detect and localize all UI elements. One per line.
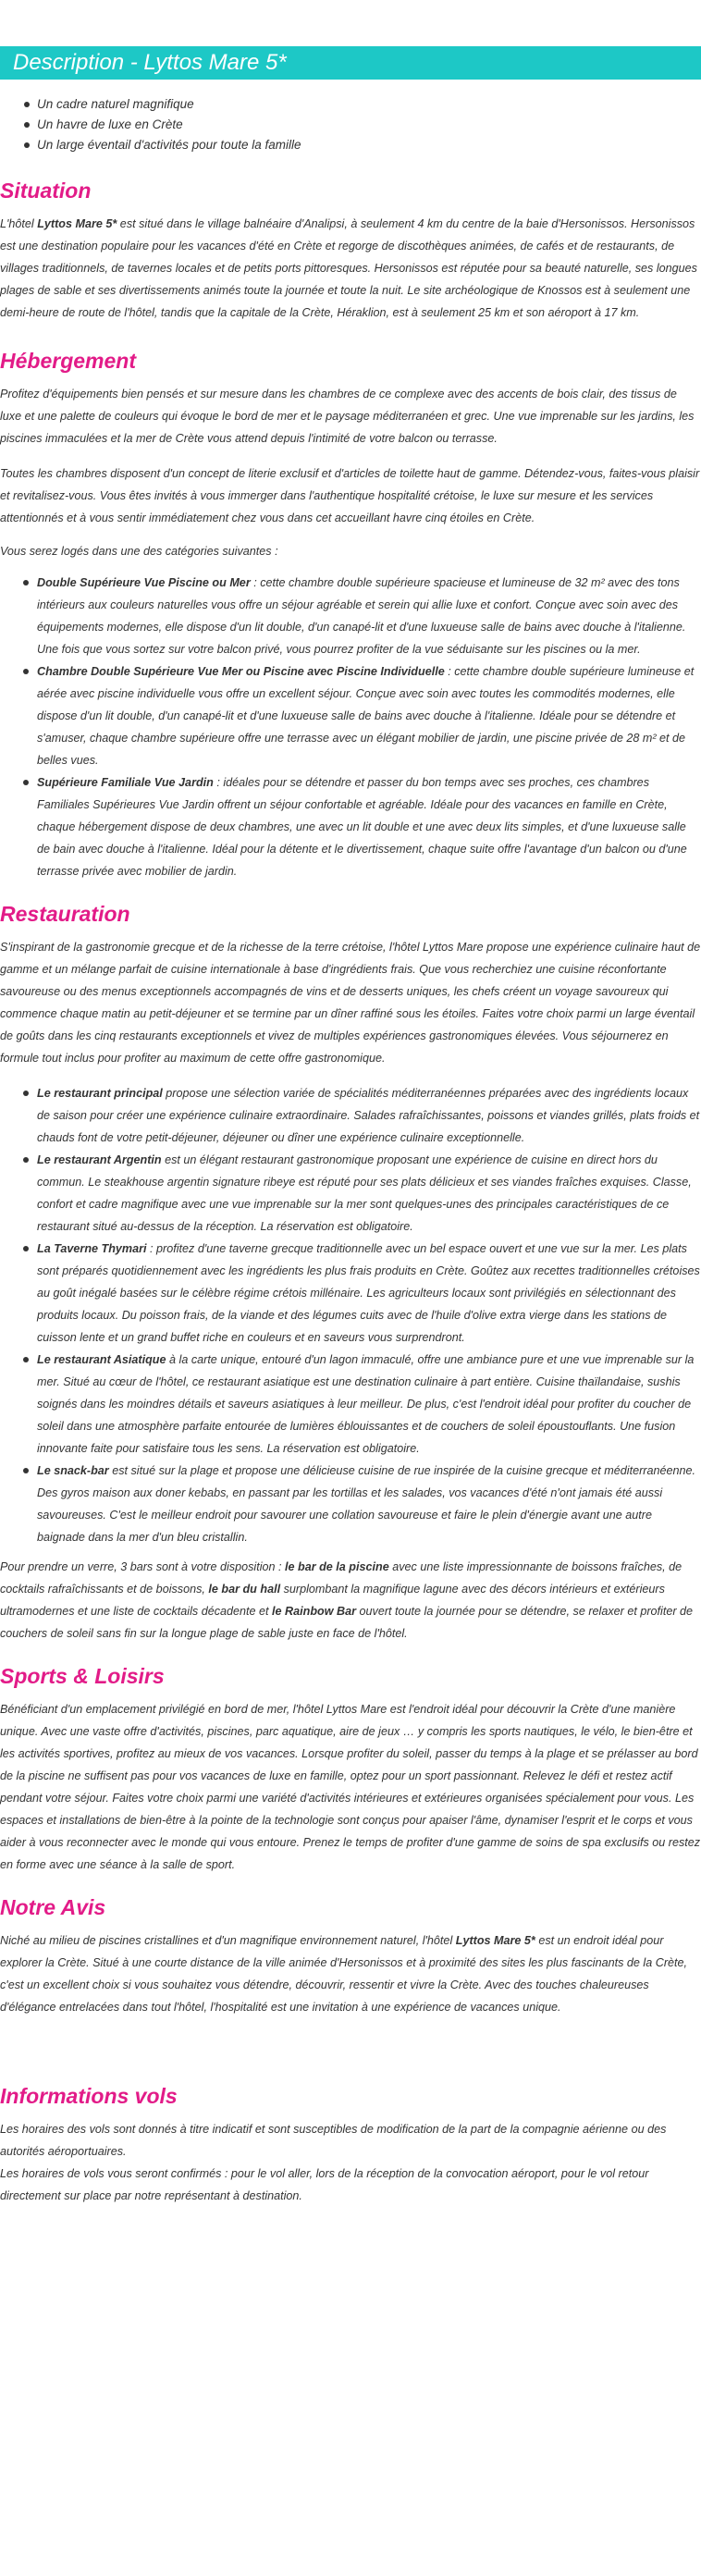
bar-name: le Rainbow Bar <box>272 1605 357 1618</box>
section-sports <box>0 1663 701 1876</box>
list-item <box>37 1082 701 1149</box>
section-title: Notre Avis <box>0 1895 106 1919</box>
list-item: Un large éventail d'activités pour toute la famille <box>37 135 701 155</box>
section-title: Informations vols <box>0 2084 178 2108</box>
text: L'hôtel <box>0 217 38 230</box>
section-title: Sports & Loisirs <box>0 1664 165 1688</box>
item-title: Double Supérieure Vue Piscine ou Mer <box>37 576 251 589</box>
paragraph: S'inspirant de la gastronomie grecque et de la richesse de la terre crétoise, l'hôtel Lyttos Mare propose une expérience culinaire haut de gamme et un mélange parfait de cuisine internationale à base d'ingrédients frais. Que vous recherchiez une cuisine réconfortante savoureuse ou des menus exceptionnels accompagnés de vins et de desserts uniques, les chefs créent un voyage savoureux qui commence chaque matin au petit-déjeuner et se termine par un dîner raffiné sous les étoiles. Faites votre choix parmi un large éventail de goûts dans les cinq restaurants exceptionnels et vivez de multiples expériences gastronomiques élevées. Vous séjournerez en formule tout inclus pour profiter au maximum de cette offre gastronomique. <box>0 941 701 1065</box>
room-list <box>0 572 701 882</box>
item-title: Le restaurant Argentin <box>37 1153 162 1166</box>
restaurant-list <box>0 1082 701 1548</box>
section-title: Hébergement <box>0 349 136 373</box>
paragraph <box>0 1556 701 1645</box>
list-item <box>37 1349 701 1460</box>
paragraph: Toutes les chambres disposent d'un concept de literie exclusif et d'articles de toilette haut de gamme. Détendez-vous, faites-vous plaisir et revitalisez-vous. Vous êtes invités à vous immerger dans l'authentique hospitalité crétoise, le luxe sur mesure et les services attentionnés et à vous sentir immédiatement chez vous dans cet accueillant havre cinq étoiles en Crète. <box>0 467 700 524</box>
item-text: : profitez d'une taverne grecque traditionnelle avec un bel espace ouvert et une vue sur la mer. Les plats sont préparés quotidiennement avec les ingrédients les plus frais produits en Crète. Goûtez aux recettes traditionnelles crétoises au goût inégalé basées sur le célèbre régime crétois millénaire. Les agriculteurs locaux sont privilégiés en sélectionnant des produits locaux. Du poisson frais, de la viande et des légumes cuits avec de l'huile d'olive extra vierge dans les stations de cuisson lente et un grand buffet riche en couleurs et en saveurs vous surprendront. <box>37 1242 700 1344</box>
section-title: Restauration <box>0 902 130 926</box>
list-item: Un havre de luxe en Crète <box>37 115 701 135</box>
text: est situé dans le village balnéaire d'Analipsi, à seulement 4 km du centre de la baie d'Hersonissos. Hersonissos est une destination populaire pour les vacances d'été en Crète et regorge de discothèques animées, de cafés et de restaurants, de villages traditionnels, de tavernes locales et de petits ports pittoresques. Hersonissos est réputée pour sa beauté naturelle, ses longues plages de sable et ses divertissements animés toute la journée et toute la nuit. Le site archéologique de Knossos est à seulement une demi-heure de route de l'hôtel, tandis que la capitale de la Crète, Héraklion, est à seulement 25 km et son aéroport à 17 km. <box>0 217 697 319</box>
item-title: Chambre Double Supérieure Vue Mer ou Piscine avec Piscine Individuelle <box>37 665 445 678</box>
text: est un endroit idéal pour explorer la Crète. Situé à une courte distance de la ville animée d'Hersonissos et à proximité des sites les plus fascinants de la Crète, c'est un excellent choix si vous souhaitez vous détendre, découvrir, ressentir et vivre la Crète. Avec des touches chaleureuses d'élégance entrelacées dans tout l'hôtel, l'hospitalité est une invitation à une expérience de vacances unique. <box>0 1934 688 2014</box>
bar-name: le bar de la piscine <box>285 1560 389 1573</box>
text: Niché au milieu de piscines cristallines et d'un magnifique environnement naturel, l'hôtel <box>0 1934 456 1947</box>
section-title: Situation <box>0 179 92 203</box>
section-avis <box>0 1894 701 2018</box>
item-title: Le restaurant Asiatique <box>37 1353 166 1366</box>
text: Pour prendre un verre, 3 bars sont à votre disposition : <box>0 1560 286 1573</box>
item-text: : cette chambre double supérieure spacieuse et lumineuse de 32 m² avec des tons intérieurs aux couleurs naturelles vous offre un séjour agréable et serein qui allie luxe et confort. Conçue avec soin avec des équipements modernes, elle dispose d'un lit double, d'un canapé-lit et d'une luxueuse salle de bains avec douche à l'italienne. Une fois que vous sortez sur votre balcon privé, vous pourrez profiter de la vue séduisante sur les piscines ou la mer. <box>37 576 686 656</box>
hotel-name: Lyttos Mare 5* <box>455 1934 535 1947</box>
section-hebergement <box>0 348 701 882</box>
paragraph <box>0 1929 701 2018</box>
text: ouvert toute la journée pour se détendre, se relaxer et profiter de couchers de soleil sans fin sur la longue plage de sable juste en face de l'hôtel. <box>0 1605 694 1640</box>
list-item <box>37 660 701 771</box>
item-text: est un élégant restaurant gastronomique proposant une expérience de cuisine en direct hors du commun. Le steakhouse argentin signature ribeye est réputé pour ses plats délicieux et ses viandes fraîches exquises. Classe, confort et cadre magnifique avec une vue imprenable sur la mer sont quelques-unes des principales caractéristiques de ce restaurant situé au-dessus de la réception. La réservation est obligatoire. <box>37 1153 692 1233</box>
list-item <box>37 572 701 660</box>
paragraph: Les horaires de vols vous seront confirmés : pour le vol aller, lors de la réception de la convocation aéroport, pour le vol retour directement sur place par notre représentant à destination. <box>0 2167 649 2202</box>
item-title: Le snack-bar <box>37 1464 109 1477</box>
item-text: : cette chambre double supérieure lumineuse et aérée avec piscine individuelle vous offre un excellent séjour. Conçue avec soin avec toutes les commodités modernes, elle dispose d'un lit double, d'un canapé-lit et d'une luxueuse salle de bains avec douche à l'italienne. Idéale pour se détendre et s'amuser, chaque chambre supérieure offre une terrasse avec un élégant mobilier de jardin, une piscine privée de 28 m² et de belles vues. <box>37 665 695 767</box>
hotel-name: Lyttos Mare 5* <box>37 217 117 230</box>
bar-name: le bar du hall <box>208 1583 281 1596</box>
paragraph: Vous serez logés dans une des catégories suivantes : <box>0 545 278 558</box>
list-item <box>37 1238 701 1349</box>
list-item: Un cadre naturel magnifique <box>37 94 701 115</box>
page <box>0 46 701 2207</box>
page-title: Description - Lyttos Mare 5* <box>13 50 287 75</box>
section-vols <box>0 2083 701 2207</box>
item-text: propose une sélection variée de spécialités méditerranéennes préparées avec des ingrédients locaux de saison pour créer une expérience culinaire extraordinaire. Salades rafraîchissantes, poissons et viandes grillés, plats froids et chauds font de votre petit-déjeuner, déjeuner ou dîner une expérience culinaire exceptionnelle. <box>37 1087 700 1144</box>
section-situation <box>0 178 701 324</box>
text: avec une liste impressionnante de boissons fraîches, de cocktails rafraîchissants et de boissons, <box>0 1560 683 1596</box>
item-title: Le restaurant principal <box>37 1087 163 1100</box>
item-title: La Taverne Thymari <box>37 1242 147 1255</box>
item-text: est situé sur la plage et propose une délicieuse cuisine de rue inspirée de la cuisine grecque et méditerranéenne. Des gyros maison aux doner kebabs, en passant par les tortillas et les salades, vos vacances d'été n'ont jamais été aussi savoureuses. C'est le meilleur endroit pour savourer une collation savoureuse et faire le plein d'énergie avant une autre baignade dans la mer d'un bleu cristallin. <box>37 1464 695 1544</box>
item-text: à la carte unique, entouré d'un lagon immaculé, offre une ambiance pure et une vue imprenable sur la mer. Situé au cœur de l'hôtel, ce restaurant asiatique est une destination culinaire à part entière. Cuisine thaïlandaise, sushis soignés dans les moindres détails et saveurs asiatiques à leur meilleur. De plus, c'est l'endroit idéal pour profiter du coucher de soleil dans une atmosphère parfaite entourée de lumières éblouissantes et de couchers de soleil époustouflants. Une fusion innovante faite pour satisfaire tous les sens. La réservation est obligatoire. <box>37 1353 695 1455</box>
paragraph: Profitez d'équipements bien pensés et sur mesure dans les chambres de ce complexe avec des accents de bois clair, des tissus de luxe et une palette de couleurs qui évoque le bord de mer et le paysage méditerranéen et grec. Une vue imprenable sur les jardins, les piscines immaculées et la mer de Crète vous attend depuis l'intimité de votre balcon ou terrasse. <box>0 388 695 445</box>
text: surplombant la magnifique lagune avec des décors intérieurs et extérieurs ultramodernes et une liste de cocktails décadente et <box>0 1583 665 1618</box>
paragraph <box>0 213 701 324</box>
section-restauration <box>0 901 701 1645</box>
item-title: Supérieure Familiale Vue Jardin <box>37 776 214 789</box>
paragraph: Les horaires des vols sont donnés à titre indicatif et sont susceptibles de modification de la part de la compagnie aérienne ou des autorités aéroportuaires. <box>0 2123 667 2158</box>
list-item <box>37 1460 701 1548</box>
page-title-banner <box>0 46 701 80</box>
paragraph: Bénéficiant d'un emplacement privilégié en bord de mer, l'hôtel Lyttos Mare est l'endroit idéal pour découvrir la Crète d'une manière unique. Avec une vaste offre d'activités, piscines, parc aquatique, aire de jeux … y compris les sports nautiques, le vélo, le bien-être et les activités sportives, profitez au mieux de vos vacances. Lorsque profiter du soleil, passer du temps à la plage et se prélasser au bord de la piscine ne suffisent pas pour vos vacances de luxe en famille, optez pour un sport passionnant. Relevez le défi et restez actif pendant votre séjour. Faites votre choix parmi une variété d'activités intérieures et extérieures organisées spécialement pour vous. Les espaces et installations de bien-être à la pointe de la technologie sont conçus pour apaiser l'âme, dynamiser l'esprit et le corps et vous aider à vous reconnecter avec le monde qui vous entoure. Prenez le temps de profiter d'une gamme de soins de spa exclusifs ou restez en forme avec une séance à la salle de sport. <box>0 1703 701 1871</box>
highlights-list <box>0 94 701 155</box>
list-item <box>37 771 701 882</box>
list-item <box>37 1149 701 1238</box>
item-text: : idéales pour se détendre et passer du bon temps avec ses proches, ces chambres Familiales Supérieures Vue Jardin offrent un séjour confortable et agréable. Idéale pour des vacances en famille en Crète, chaque hébergement dispose de deux chambres, une avec un lit double et une avec deux lits simples, et d'une luxueuse salle de bain avec douche à l'italienne. Idéal pour la détente et le divertissement, chaque suite offre l'avantage d'un balcon ou d'une terrasse privée avec mobilier de jardin. <box>37 776 687 878</box>
